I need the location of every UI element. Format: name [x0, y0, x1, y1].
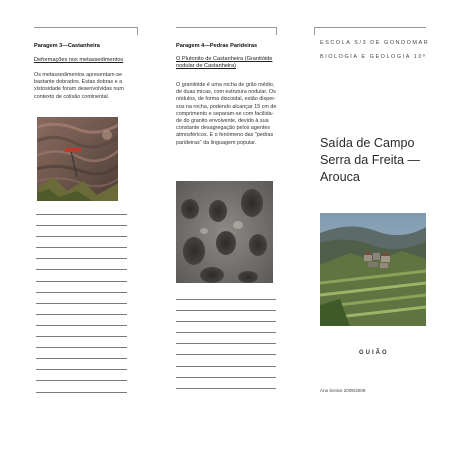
- guide-label: GUIÃO: [359, 350, 389, 356]
- stop-4-body-line: constante desagregação pelos agentes: [176, 125, 271, 132]
- nodular-granite-photo: [176, 181, 273, 283]
- cover-panel: [314, 0, 430, 452]
- writing-line: [36, 358, 127, 359]
- stop-3-subheading: Deformações nos metassedimentos: [34, 57, 124, 63]
- writing-line: [176, 321, 276, 322]
- stop-3-body-line: contexto de colisão continental.: [34, 93, 110, 100]
- stop-3-body-line: Os metassedimentos apresentam-se: [34, 72, 123, 78]
- stop-4-note-lines: [176, 299, 276, 399]
- stop-3-body: [34, 72, 138, 101]
- writing-line: [36, 281, 127, 282]
- writing-line: [36, 369, 127, 370]
- writing-line: [36, 347, 127, 348]
- stop-4-body-line: de do granito envolvente, devido à sua: [176, 118, 269, 125]
- course-name: BIOLOGIA E GEOLOGIA 10º: [320, 54, 427, 60]
- writing-line: [36, 225, 127, 226]
- school-name: ESCOLA S/3 DE GONDOMAR: [320, 40, 430, 46]
- writing-line: [176, 310, 276, 311]
- school-year: Ano lectivo 2008/2009: [320, 388, 366, 393]
- stop-4-subheading: [176, 56, 272, 70]
- writing-line: [176, 388, 276, 389]
- panel-stop-4: [176, 0, 276, 452]
- cover-title: [320, 135, 430, 186]
- writing-line: [176, 343, 276, 344]
- top-rule-middle-tick: [276, 27, 277, 35]
- writing-line: [36, 392, 127, 393]
- writing-line: [176, 366, 276, 367]
- stop-4-subheading-line: O Plutonito de Castanheira (Granitóide: [176, 56, 273, 62]
- writing-line: [36, 336, 127, 337]
- stop-4-body-line: O granitóide é uma rocha de grão médio,: [176, 82, 275, 88]
- writing-line: [36, 258, 127, 259]
- stop-3-note-lines: [36, 214, 127, 403]
- writing-line: [36, 247, 127, 248]
- stop-4-body-line: parideiras" da linguagem popular.: [176, 139, 257, 146]
- writing-line: [36, 325, 127, 326]
- stop-4-body-line: atmosféricos. E o fenómeno das "pedras: [176, 132, 274, 139]
- stop-4-heading: Paragem 4—Pedras Parideiras: [176, 43, 258, 49]
- writing-line: [36, 214, 127, 215]
- writing-line: [36, 269, 127, 270]
- stop-4-subheading-line: nodular de Castanheira): [176, 63, 237, 70]
- cover-title-line: Saída de Campo: [320, 136, 415, 150]
- writing-line: [176, 377, 276, 378]
- writing-line: [36, 314, 127, 315]
- writing-line: [176, 332, 276, 333]
- stop-4-body-line: sos na rocha, podendo alcançar 15 cm de: [176, 103, 277, 110]
- stop-4-body-line: de duas micas, com estrutura nodular. Os: [176, 89, 276, 96]
- village-terraces-photo: [320, 213, 426, 326]
- writing-line: [36, 292, 127, 293]
- panel-stop-3: [34, 0, 138, 452]
- cover-title-line: Arouca: [320, 170, 360, 184]
- stop-4-body-line: comprimento e separam-se com facilida-: [176, 110, 274, 117]
- writing-line: [176, 354, 276, 355]
- stop-3-body-line: xistosidade foram desenvolvidas num: [34, 86, 124, 93]
- writing-line: [36, 236, 127, 237]
- stop-3-body-line: bastante dobrados. Estas dobras e a: [34, 79, 123, 86]
- writing-line: [176, 299, 276, 300]
- stop-3-heading: Paragem 3—Castanheira: [34, 43, 100, 49]
- stop-4-body: [176, 82, 278, 147]
- stop-4-body-line: nódulos, de forma discoidal, estão disper-: [176, 96, 276, 103]
- writing-line: [36, 380, 127, 381]
- writing-line: [36, 303, 127, 304]
- folded-metasediments-photo: [37, 117, 118, 201]
- cover-title-line: Serra da Freita —: [320, 153, 421, 167]
